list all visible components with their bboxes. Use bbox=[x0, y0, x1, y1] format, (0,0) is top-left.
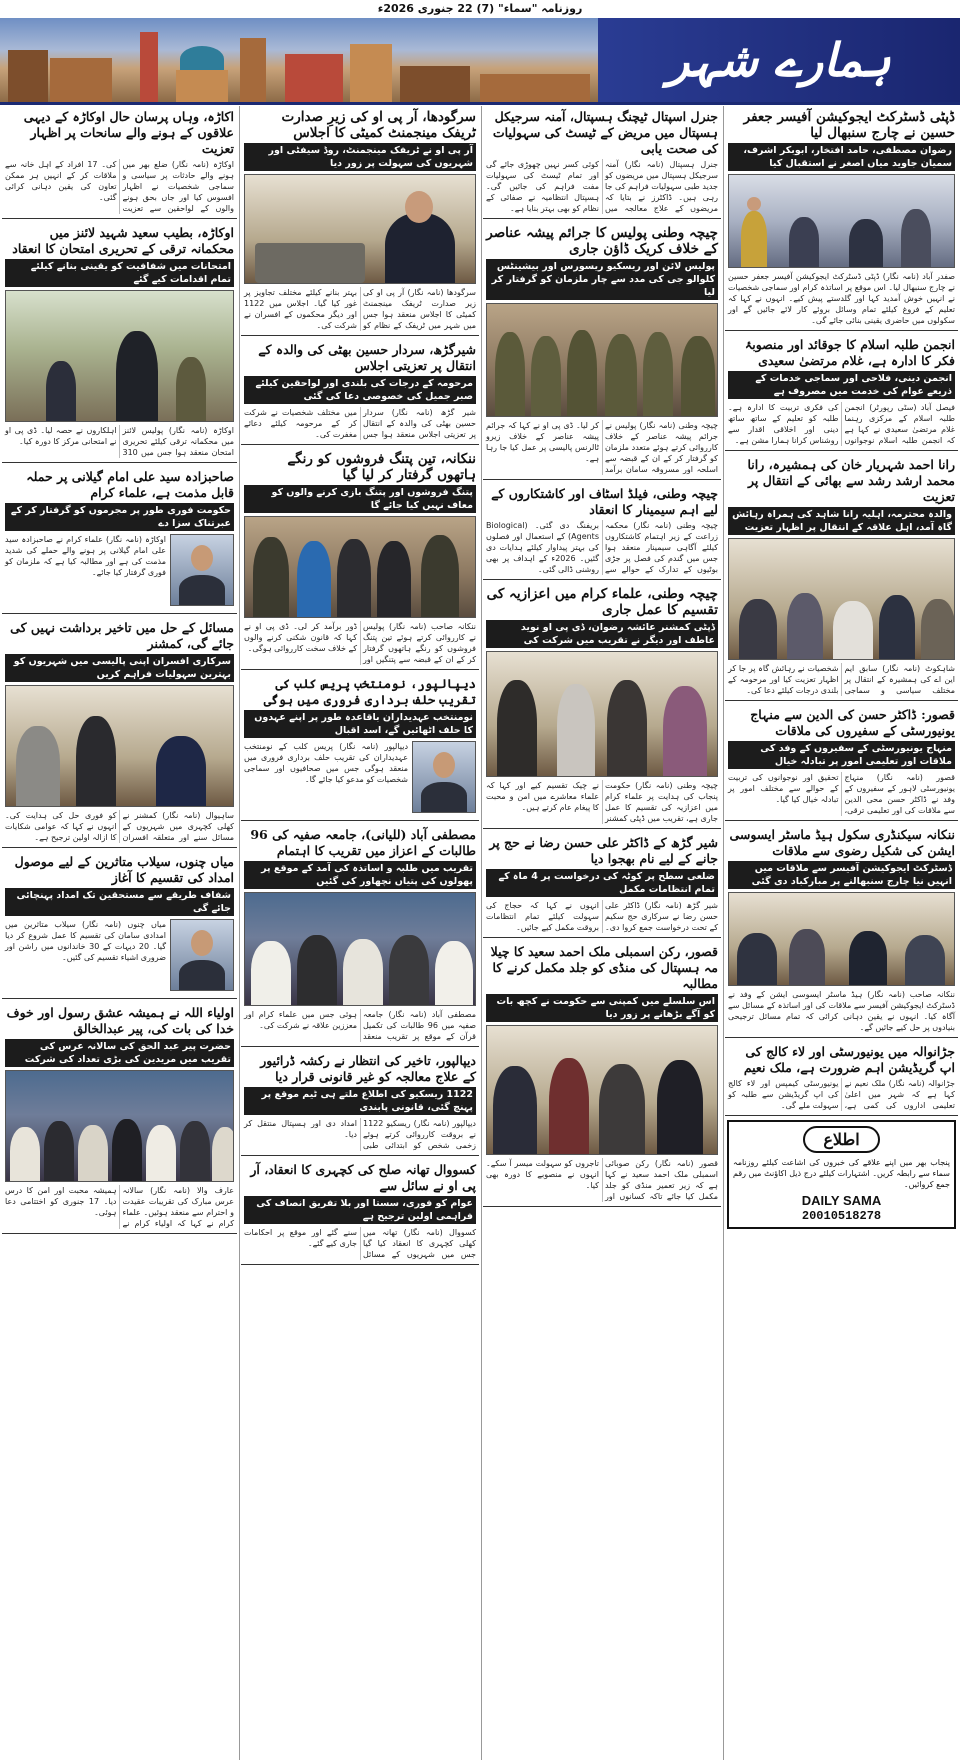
subheadline: امتحانات میں شفافیت کو یقینی بنانے کیلئے تمام اقدامات کیے گئے bbox=[5, 259, 234, 287]
subheadline: مرحومہ کے درجات کی بلندی اور لواحقین کیلئے صبر جمیل کی خصوصی دعا کی گئی bbox=[244, 376, 476, 404]
headline: دیپالپور، تاخیر کی انتظار نے رکشہ ڈرائیور کے علاج معالجہ کو غیر قانونی قرار دیا bbox=[260, 1053, 476, 1084]
subheadline: پولیس لائن اور ریسکیو ریسورس اور بیشینٹس کلوالو جی کی مدد سے چار ملزمان کو گرفتار کر لیا bbox=[486, 259, 718, 300]
headline: مصطفی آباد (للیانی)، جامعہ صفیہ کی 96 طالبات کے اعزاز میں تقریب کا اہتمام bbox=[250, 827, 476, 858]
column-3 bbox=[241, 106, 479, 1760]
story-body: فیصل آباد (سٹی رپورٹر) انجمن طلبہ اسلام کے مرکزی رہنما غلام مرتضیٰ سعیدی نے کہا ہے کہ انجمن طلبہ اسلام نوجوانوں کی فکری تربیت کا ادارہ ہے۔ طلبہ کو تعلیم کے ساتھ ساتھ دینی اور اخلاقی اقدار سے روشناس کرانا ہمارا مشن ہے۔ bbox=[728, 403, 955, 445]
story bbox=[2, 222, 237, 463]
subheadline: اس سلسلے میں کمپنی سے حکومت نے کچھ بات کو آگے بڑھانے پر زور دیا bbox=[486, 994, 718, 1022]
story-body: ساہیوال (نامہ نگار) کمشنر نے کھلی کچہری میں شہریوں کے مسائل سنے اور متعلقہ افسران کو فوری حل کی ہدایت کی۔ انہوں نے کہا کہ عوامی شکایات کا ازالہ اولین ترجیح ہے۔ bbox=[5, 811, 234, 842]
headline: چیچہ وطنی، علماء کرام میں اعزازیہ کی تقسیم کا عمل جاری bbox=[486, 586, 718, 618]
subheadline: آر پی او نے ٹریفک مینجمنٹ، روڈ سیفٹی اور شہریوں کی سہولت پر زور دیا bbox=[244, 143, 476, 171]
subheadline: تقریب میں طلبہ و اساتذہ کی آمد کے موقع پر پھولوں کی پتیاں نچھاور کی گئیں bbox=[244, 861, 476, 889]
story bbox=[725, 1041, 958, 1116]
headline: اوکاڑہ، بطیب سعید شہید لائنز میں محکمانہ ترقی کے تحریری امتحان کا انعقاد bbox=[12, 225, 234, 256]
story bbox=[2, 466, 237, 614]
subheadline: منہاج یونیورسٹی کے سفیروں کے وفد کی ملاقات اور تعلیمی امور پر تبادلہ خیال bbox=[728, 741, 955, 769]
story-body: اوکاڑہ (نامہ نگار) ضلع بھر میں ہونے والے حادثات پر سیاسی و سماجی شخصیات نے اظہار افسوس کیا اور جاں بحق ہونے والوں کے لواحقین سے تعزیت کی۔ 17 افراد کے اہل خانہ سے ملاقات کر کے انہیں ہر ممکن تعاون کی یقین دہانی کرائی گئی۔ bbox=[5, 160, 234, 213]
story-body: میاں چنوں (نامہ نگار) سیلاب متاثرین میں امدادی سامان کی تقسیم کا عمل شروع کر دیا گیا۔ 20 دیہات کے 30 خاندانوں میں راشن اور ضروری اشیاء تقسیم کی گئیں۔ bbox=[5, 920, 166, 962]
headline: انجمن طلبہ اسلام کا جوقائد اور منصوبۂ فکر کا ادارہ ہے، غلام مرتضیٰ سعیدی bbox=[744, 337, 955, 368]
story-body: جڑانوالہ (نامہ نگار) ملک نعیم نے کہا ہے کہ شہر میں اعلیٰ تعلیمی اداروں کی کمی ہے، یونیورسٹی کیمپس اور لاء کالج کی اپ گریڈیشن سے طلبہ کو سہولت ملے گی۔ bbox=[728, 1079, 955, 1110]
story-body: شاہکوٹ (نامہ نگار) سابق ایم این اے کی ہمشیرہ کے انتقال پر مختلف سیاسی و سماجی شخصیات نے رہائش گاہ پر جا کر اظہار تعزیت کیا اور مرحومہ کے بلندی درجات کیلئے دعا کی۔ bbox=[728, 664, 955, 695]
section-title: ہمارے شہر bbox=[598, 18, 960, 102]
notice-brand: DAILY SAMA bbox=[801, 1193, 882, 1208]
story bbox=[725, 704, 958, 821]
story bbox=[241, 1050, 479, 1156]
subheadline: شفاف طریقے سے مستحقین تک امداد پہنچائی جائے گی bbox=[5, 888, 234, 916]
subheadline: ڈسٹرکٹ ایجوکیشن آفیسر سے ملاقات میں انہیں نیا چارج سنبھالنے پر مبارکباد دی گئی bbox=[728, 861, 955, 889]
story-body: جنرل ہسپتال (نامہ نگار) آمنہ سرجیکل ہسپتال میں مریضوں کو جدید طبی سہولیات فراہم کی جا رہی ہیں۔ ڈاکٹرز نے بتایا کہ مریضوں کے علاج معالجہ میں کوئی کسر نہیں چھوڑی جائے گی اور تمام ٹیسٹ کی سہولیات مفت فراہم کی جائیں گی۔ ہسپتال انتظامیہ نے صفائی کے نظام کو بھی بہتر بنایا ہے۔ bbox=[486, 160, 718, 213]
story bbox=[725, 454, 958, 701]
portrait-photo bbox=[412, 741, 476, 813]
story bbox=[2, 851, 237, 999]
notice-title: اطلاع bbox=[803, 1126, 879, 1153]
story bbox=[2, 1002, 237, 1234]
story bbox=[483, 106, 721, 219]
headline: جنرل اسپتال ٹیچنگ ہسپتال، آمنہ سرجیکل ہسپتال میں مریض کے ٹیسٹ کی سہولیات کی صحت یابی bbox=[492, 109, 718, 156]
story bbox=[241, 448, 479, 670]
story-body: کسووال (نامہ نگار) تھانہ میں کھلی کچہری کا انعقاد کیا گیا جس میں شہریوں کے مسائل سنے گئے اور موقع پر احکامات جاری کیے گئے۔ bbox=[244, 1228, 476, 1259]
headline: جڑانوالہ میں یونیورسٹی اور لاء کالج کی اپ گریڈیشن اہم ضرورت ہے، ملک نعیم bbox=[743, 1044, 955, 1075]
news-photo bbox=[728, 538, 955, 660]
story bbox=[2, 106, 237, 219]
subheadline: نومنتخب عہدیداران باقاعدہ طور پر اپنے عہدوں کا حلف اٹھائیں گے، اسد اقبال bbox=[244, 710, 476, 738]
subheadline: رضوان مصطفی، حامد افتخار، ابوبکر اشرف، سمیان جاوید میاں اصغر نے استقبال کیا bbox=[728, 143, 955, 171]
story-body: قصور (نامہ نگار) منہاج یونیورسٹی لاہور کے سفیروں کے وفد نے ڈاکٹر حسن محی الدین سے ملاقات کی اور تعلیمی ترقی، تحقیق اور نوجوانوں کی تربیت کے حوالے سے مختلف امور پر تبادلہ خیال کیا گیا۔ bbox=[728, 773, 955, 815]
notice-body: پنجاب بھر میں اپنے علاقے کی خبروں کی اشاعت کیلئے روزنامہ سماء سے رابطہ کریں۔ اشتہارات کیلئے درج ذیل اکاؤنٹ میں رقم جمع کروائیں۔ bbox=[733, 1158, 950, 1189]
news-photo bbox=[728, 892, 955, 986]
headline: سرگودھا، آر پی او کی زیرِ صدارت ٹریفک مینجمنٹ کمیٹی کا اجلاس bbox=[281, 109, 476, 141]
story-body: اوکاڑہ (نامہ نگار) پولیس لائنز میں محکمانہ ترقی کیلئے تحریری امتحان منعقد ہوا جس میں 310 اہلکاروں نے حصہ لیا۔ ڈی پی او نے امتحانی مرکز کا دورہ کیا۔ bbox=[5, 426, 234, 457]
story-body: چیچہ وطنی (نامہ نگار) محکمہ زراعت کے زیر اہتمام کاشتکاروں کیلئے آگاہی سیمینار منعقد ہوا جس میں گندم کی فصل پر جڑی بوٹیوں کے تدارک کے حوالے سے بریفنگ دی گئی۔ (Biological Agents) کے استعمال اور فصلوں کی بہتر پیداوار کیلئے ہدایات دی گئیں۔ 2026ء کے اہداف پر بھی روشنی ڈالی گئی۔ bbox=[486, 521, 718, 574]
story-body: شیر گڑھ (نامہ نگار) سردار حسین بھٹی کی والدہ کے انتقال پر تعزیتی اجلاس منعقد ہوا جس میں مختلف شخصیات نے شرکت کر کے مرحومہ کیلئے دعائے مغفرت کی۔ bbox=[244, 408, 476, 439]
story-body: چیچہ وطنی (نامہ نگار) پولیس نے جرائم پیشہ عناصر کے خلاف کارروائی کرتے ہوئے متعدد ملزمان کو گرفتار کر کے ان کے قبضہ سے اسلحہ اور مسروقہ سامان برآمد کر لیا۔ ڈی پی او نے کہا کہ جرائم پیشہ عناصر کے خلاف زیرو ٹالرنس پالیسی پر عمل کیا جا رہا ہے۔ bbox=[486, 421, 718, 474]
story-body: مصطفی آباد (نامہ نگار) جامعہ صفیہ میں 96 طالبات کی تکمیل قرآن کے موقع پر تقریب منعقد ہوئی جس میں علماء کرام اور معززین علاقہ نے شرکت کی۔ bbox=[244, 1010, 476, 1041]
notice-box bbox=[727, 1120, 956, 1229]
headline: ڈپٹی ڈسٹرکٹ ایجوکیشن آفیسر جعفر حسین نے چارج سنبھال لیا bbox=[743, 109, 955, 141]
story bbox=[483, 941, 721, 1207]
headline: کسووال تھانہ صلح کی کچہری کا انعقاد، آر پی او نے سائل سے bbox=[250, 1162, 476, 1193]
headline: میاں چنوں، سیلاب متاثرین کے لیے موصول امداد کی تقسیم کا آغاز bbox=[14, 854, 234, 885]
story-body: ننکانہ صاحب (نامہ نگار) پولیس نے کارروائی کرتے ہوئے تین پتنگ فروشوں کو رنگے ہاتھوں گرفتار کر کے ان کے قبضہ سے پتنگیں اور ڈور برآمد کر لی۔ ڈی پی او نے کہا کہ قانون شکنی کرنے والوں کے خلاف سخت کارروائی ہوگی۔ bbox=[244, 622, 476, 664]
subheadline: سرکاری افسران اپنی پالیسی میں شہریوں کو بہترین سہولیات فراہم کریں bbox=[5, 654, 234, 682]
arrest-photo bbox=[244, 516, 476, 618]
portrait-photo bbox=[170, 919, 234, 991]
story-body: دیپالپور (نامہ نگار) پریس کلب کے نومنتخب عہدیداران کی تقریب حلف برداری فروری میں منعقد ہوگی جس میں صحافیوں اور سماجی شخصیات کو مدعو کیا جائے گا۔ bbox=[244, 742, 408, 784]
story bbox=[483, 222, 721, 480]
headline: قصور، رکن اسمبلی ملک احمد سعید کا چیلا مہ ہسپتال کی منڈی کو جلد مکمل کرنے کا مطالبہ bbox=[490, 944, 718, 991]
story bbox=[241, 673, 479, 821]
headline: ننکانہ، تین پتنگ فروشوں کو رنگے ہاتھوں گرفتار کر لیا گیا bbox=[287, 451, 476, 483]
meeting-photo bbox=[244, 174, 476, 284]
headline: مسائل کے حل میں تاخیر برداشت نہیں کی جائے گی، کمشنر bbox=[10, 620, 234, 651]
headline: شیر گڑھ کے ڈاکٹر علی حسن رضا نے حج پر جانے کے لیے نام بھجوا دیا bbox=[489, 835, 718, 866]
story-body: اوکاڑہ (نامہ نگار) علماء کرام نے صاحبزادہ سید علی امام گیلانی پر ہونے والے حملے کی شدید مذمت کی ہے اور مطالبہ کیا ہے کہ ملزمان کو فوری گرفتار کیا جائے۔ bbox=[5, 535, 166, 577]
story bbox=[483, 832, 721, 938]
headline: قصور: ڈاکٹر حسن کی الدین سے منہاج یونیورسٹی کے سفیروں کی ملاقات bbox=[750, 707, 955, 738]
subheadline: ضلعی سطح پر کوٹہ کی درخواست پر 4 ماہ کے تمام انتظامات مکمل bbox=[486, 869, 718, 897]
subheadline: عوام کو فوری، سستا اور بلا تفریق انصاف کی فراہمی اولین ترجیح ہے bbox=[244, 1196, 476, 1224]
police-photo bbox=[486, 303, 718, 417]
portrait-photo bbox=[170, 534, 234, 606]
subheadline: پتنگ فروشوں اور پتنگ بازی کرنے والوں کو معاف نہیں کیا جائے گا bbox=[244, 485, 476, 513]
subheadline: ڈپٹی کمشنر عائشہ رضوان، ڈی پی او نوید عاطف اور دیگر نے تقریب میں شرکت کی bbox=[486, 620, 718, 648]
column-1 bbox=[725, 106, 958, 1760]
story bbox=[241, 339, 479, 445]
story bbox=[725, 334, 958, 451]
subheadline: حکومت فوری طور پر مجرموں کو گرفتار کر کے عبرتناک سزا دے bbox=[5, 503, 234, 531]
story-body: سرگودھا (نامہ نگار) آر پی او کی زیر صدارت ٹریفک مینجمنٹ کمیٹی کا اجلاس منعقد ہوا جس میں شہر میں ٹریفک کے نظام کو بہتر بنانے کیلئے مختلف تجاویز پر غور کیا گیا۔ اجلاس میں 1122 اور دیگر محکموں کے افسران نے شرکت کی۔ bbox=[244, 288, 476, 330]
story bbox=[483, 583, 721, 829]
story bbox=[725, 824, 958, 1038]
story bbox=[241, 106, 479, 336]
news-photo bbox=[486, 651, 718, 777]
subheadline: والدہ محترمہ، اہلیہ رانا شاہد کی ہمراہ رہائش گاہ آمد، اہل علاقہ کے انتقال پر اظہار تعزیت bbox=[728, 507, 955, 535]
dateline: روزنامہ "سماء" (7) 22 جنوری 2026ء bbox=[0, 0, 960, 19]
headline: دیپالپور، نومنتخب پریس کلب کی تقریب حلف برداری فروری میں ہوگی bbox=[263, 676, 476, 707]
story-body: دیپالپور (نامہ نگار) ریسکیو 1122 نے بروقت کارروائی کرتے ہوئے زخمی شخص کو ابتدائی طبی امداد دی اور ہسپتال منتقل کر دیا۔ bbox=[244, 1119, 476, 1150]
subheadline: 1122 ریسکیو کی اطلاع ملتے ہی ٹیم موقع پر پہنچ گئی، قانونی پابندی bbox=[244, 1087, 476, 1115]
story-body: عارف والا (نامہ نگار) سالانہ عرس مبارک کی تقریبات عقیدت و احترام سے منعقد ہوئیں۔ علماء کرام نے کہا کہ اولیاء کرام نے ہمیشہ محبت اور امن کا درس دیا۔ 17 جنوری کو اختتامی دعا ہوئی۔ bbox=[5, 1186, 234, 1228]
story-body: چیچہ وطنی (نامہ نگار) حکومت پنجاب کی ہدایت پر علماء کرام میں اعزازیہ کی تقسیم کا عمل جاری ہے، تقریب میں ڈپٹی کمشنر نے چیک تقسیم کیے اور کہا کہ علماء معاشرے میں امن و محبت کا پیغام عام کرتے ہیں۔ bbox=[486, 781, 718, 823]
exam-photo bbox=[5, 290, 234, 422]
headline: چیچہ وطنی، فیلڈ اسٹاف اور کاشتکاروں کے لیے اہم سیمینار کا انعقاد bbox=[491, 486, 718, 517]
headline: شیرگڑھ، سردار حسین بھٹی کی والدہ کے انتقال پر تعزیتی اجلاس bbox=[258, 342, 476, 373]
story-body: ننکانہ صاحب (نامہ نگار) ہیڈ ماسٹر ایسوسی ایشن کے وفد نے ڈسٹرکٹ ایجوکیشن آفیسر سے ملاقات کی اور اساتذہ کے مسائل سے آگاہ کیا۔ انہوں نے یقین دہانی کرائی کہ تمام مسائل ترجیحی بنیادوں پر حل کیے جائیں گے۔ bbox=[728, 990, 955, 1032]
subheadline: حضرت پیر عبد الحق کی سالانہ عرس کی تقریب میں مریدین کی بڑی تعداد کی شرکت bbox=[5, 1039, 234, 1067]
subheadline: انجمن دینی، فلاحی اور سماجی خدمات کے ذریعے عوام کی خدمت میں مصروف ہے bbox=[728, 371, 955, 399]
story bbox=[483, 483, 721, 580]
story-body: شیر گڑھ (نامہ نگار) ڈاکٹر علی حسن رضا نے سرکاری حج سکیم کے تحت درخواست جمع کروا دی۔ انہوں نے کہا کہ حجاج کی سہولت کیلئے تمام انتظامات بروقت مکمل کیے جائیں۔ bbox=[486, 901, 718, 932]
column-4 bbox=[2, 106, 237, 1760]
story-body: صفدر آباد (نامہ نگار) ڈپٹی ڈسٹرکٹ ایجوکیشن آفیسر جعفر حسین نے چارج سنبھال لیا۔ اس موقع پر اساتذہ کرام اور سماجی شخصیات نے انہیں خوش آمدید کہا اور گلدستے پیش کیے۔ انہوں نے کہا کہ تعلیم کے فروغ کیلئے تمام وسائل بروئے کار لائے جائیں گے اور سکولوں میں حاضری یقینی بنائی جائے گی۔ bbox=[728, 272, 955, 325]
office-photo bbox=[5, 685, 234, 807]
story bbox=[2, 617, 237, 848]
headline: صاحبزادہ سید علی امام گیلانی پر حملہ قابل مذمت ہے، علماء کرام bbox=[26, 469, 234, 500]
story bbox=[241, 824, 479, 1047]
headline: اولیاء اللہ نے ہمیشہ عشق رسول اور خوف خدا کی بات کی، پیر عبدالخالق bbox=[6, 1005, 234, 1036]
masthead bbox=[0, 18, 960, 105]
story-body: قصور (نامہ نگار) رکن صوبائی اسمبلی ملک احمد سعید نے کہا ہے کہ زیر تعمیر منڈی کو جلد مکمل کیا جائے تاکہ کسانوں اور تاجروں کو سہولت میسر آ سکے۔ انہوں نے منصوبے کا دورہ بھی کیا۔ bbox=[486, 1159, 718, 1201]
headline: ننکانہ سیکنڈری سکول ہیڈ ماسٹر ایسوسی ایشن کی شکیل رضوی سے ملاقات bbox=[729, 827, 955, 858]
story bbox=[725, 106, 958, 331]
notice-account-number: 20010518278 bbox=[801, 1209, 882, 1223]
news-photo bbox=[728, 174, 955, 268]
news-photo bbox=[486, 1025, 718, 1155]
gathering-photo bbox=[5, 1070, 234, 1182]
story bbox=[241, 1159, 479, 1265]
column-2 bbox=[483, 106, 721, 1760]
ceremony-photo bbox=[244, 892, 476, 1006]
headline: رانا احمد شہریار خان کی ہمشیرہ، رانا محمد ارشد رشد سے بھائی کے انتقال پر تعزیت bbox=[747, 457, 955, 504]
headline: چیچہ وطنی پولیس کا جرائم پیشہ عناصر کے خلاف کریک ڈاؤن جاری bbox=[486, 225, 718, 257]
headline: اکاڑہ، وہاں پرسان حال اوکاڑہ کے دیہی علاقوں کے ہونے والے سانحات پر اظہار تعزیت bbox=[23, 109, 234, 156]
city-landmarks-banner-image bbox=[0, 18, 598, 102]
